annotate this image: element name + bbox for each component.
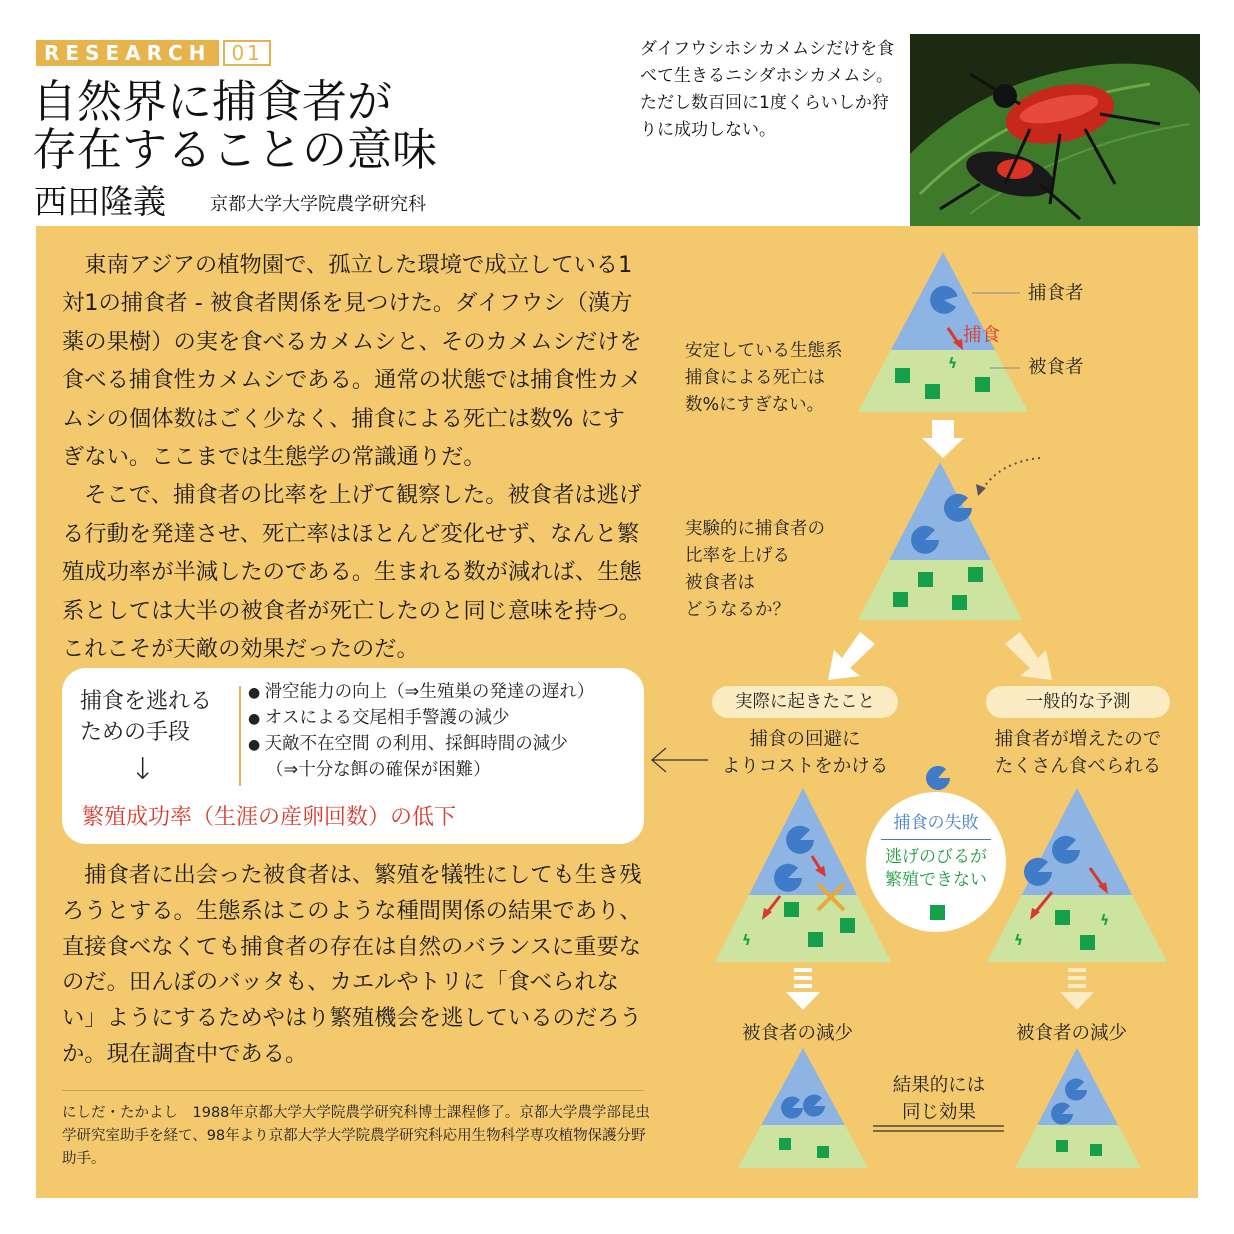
title-line-1: 自然界に捕食者が — [32, 75, 393, 128]
predation-label: 捕食 — [963, 325, 1001, 346]
prey-icon — [840, 918, 855, 933]
down-arrow-icon: ↓ — [130, 752, 156, 787]
predator-icon — [926, 766, 950, 790]
predator-label: 捕食者 — [1028, 283, 1084, 304]
prey-icon — [895, 368, 910, 383]
prey-label: 被食者 — [1028, 357, 1084, 378]
same-effect-line-1: 結果的には — [892, 1075, 986, 1096]
experiment-pyramid — [850, 458, 1040, 630]
hit-prey-icon: ϟ — [742, 933, 752, 949]
prey-icon — [975, 377, 990, 392]
prey-icon — [968, 567, 983, 582]
down-arrow-icon — [1060, 968, 1094, 1010]
exp-line-3: 被食者は — [685, 573, 755, 593]
actual-description — [712, 726, 898, 780]
stable-ecosystem-pyramid — [850, 250, 1040, 420]
general-label: 一般的な予測 — [986, 686, 1170, 718]
down-right-arrow-icon — [1005, 632, 1052, 680]
prey-icon — [925, 384, 940, 399]
prey-decrease-right: 被食者の減少 — [1016, 1023, 1128, 1044]
hit-prey-icon: ϟ — [1014, 933, 1024, 949]
list-item-note: （⇒十分な餌の確保が困難） — [266, 760, 491, 780]
title-line-2: 存在することの意味 — [32, 123, 438, 176]
paragraph-2: そこで、捕食者の比率を上げて観察した。被食者は逃げる行動を発達させ、死亡率はほとんど変化せず、なんと繁殖成功率が半減したのである。生まれる数が減れば、生態系としては大半の被食者が死亡したのと同じ意味を持つ。これこそが天敵の効果だったのだ。 — [62, 482, 642, 663]
prey-icon — [1055, 910, 1070, 925]
general-desc-2: たくさん食べられる — [994, 756, 1162, 777]
reduced-prey-pyramid-left — [735, 1045, 875, 1175]
paragraph-1: 東南アジアの植物園で、孤立した環境で成立している1対1の捕食者 - 被食者関係を見つけた。ダイフウシ（漢方薬の果樹）の実を食べるカメムシと、そのカメムシだけを食べる捕食性カメムシである。通常の状態では捕食性カメムシの個体数はごく少なく、捕食による死亡は数% にすぎない。ここまでは生態学の常識通りだ。 — [62, 252, 642, 471]
prey-icon — [952, 595, 967, 610]
exp-line-2: 比率を上げる — [685, 546, 790, 566]
prey-icon — [1090, 1144, 1102, 1156]
list-item: ● オスによる交尾相手警護の減少 — [248, 706, 594, 732]
author-name: 西田隆義 — [34, 182, 166, 221]
stable-line-1: 安定している生態系 — [685, 341, 843, 361]
down-left-arrow-icon — [828, 632, 875, 680]
actual-desc-2: よりコストをかける — [721, 756, 889, 777]
general-prediction-pyramid — [980, 785, 1175, 965]
general-description — [976, 726, 1180, 780]
prey-decrease-left: 被食者の減少 — [742, 1023, 854, 1044]
failure-line-1: 逃げのびるが — [885, 847, 987, 867]
prey-icon — [1056, 1140, 1068, 1152]
exp-line-1: 実験的に捕食者の — [685, 519, 825, 539]
prey-icon — [1080, 935, 1095, 950]
hit-prey-icon: ϟ — [1100, 913, 1110, 929]
stable-line-3: 数%にすぎない。 — [685, 395, 825, 415]
failure-description — [866, 846, 1006, 892]
exp-line-4: どうなるか？ — [685, 600, 790, 620]
hit-prey-icon: ϟ — [948, 356, 958, 372]
author-affiliation: 京都大学大学院農学研究科 — [210, 194, 426, 215]
predator-icon — [944, 494, 972, 522]
stable-line-2: 捕食による死亡は — [685, 368, 825, 388]
stable-ecosystem-text — [685, 338, 843, 419]
research-number: 01 — [223, 40, 270, 66]
list-item: ● 天敵不在空間 の利用、採餌時間の減少 — [248, 732, 594, 758]
experiment-text — [685, 516, 825, 624]
prey-icon — [779, 1138, 791, 1150]
failure-line-2: 繁殖できない — [885, 870, 987, 890]
research-label: RESEARCH — [36, 40, 219, 66]
same-effect-line-2: 同じ効果 — [901, 1102, 976, 1123]
photo-caption: ダイフウシホシカメムシだけを食べて生きるニシダホシカメムシ。ただし数百回に1度くらいしか狩りに成功しない。 — [640, 39, 895, 140]
reduced-prey-pyramid-right — [1010, 1045, 1150, 1175]
prey-icon — [784, 902, 799, 917]
escape-means-line-1: 捕食を逃れる — [80, 689, 213, 714]
same-effect-label — [873, 1072, 1005, 1126]
prey-icon — [808, 932, 823, 947]
actual-desc-1: 捕食の回避に — [749, 729, 861, 750]
prey-icon — [918, 572, 933, 587]
result-text: 繁殖成功率（生涯の産卵回数）の低下 — [82, 805, 457, 830]
down-arrow-icon — [922, 420, 964, 458]
down-arrow-icon — [786, 968, 820, 1010]
escape-means-line-2: ための手段 — [80, 720, 191, 745]
actual-label: 実際に起きたこと — [712, 686, 898, 718]
failure-title: 捕食の失敗 — [893, 813, 979, 833]
author-bio: にしだ・たかよし 1988年京都大学大学院農学研究科博士課程修了。京都大学農学部昆虫学研究室助手を経て、98年より京都大学大学院農学研究科応用生物科学専攻植物保護分野助手。 — [62, 1105, 650, 1167]
prey-icon — [893, 592, 908, 607]
list-item: ● 滑空能力の向上（⇒生殖巣の発達の遅れ） — [248, 680, 594, 706]
prey-icon — [817, 1146, 829, 1158]
general-desc-1: 捕食者が増えたので — [994, 729, 1162, 750]
prey-icon — [930, 905, 945, 920]
paragraph-3: 捕食者に出会った被食者は、繁殖を犠牲にしても生き残ろうとする。生態系はこのような種間関係の結果であり、直接食べなくても捕食者の存在は自然のバランスに重要なのだ。田んぼのバッタも、カエルやトリに「食べられない」ようにするためやはり繁殖機会を逃しているのだろうか。現在調査中である。 — [62, 862, 642, 1067]
